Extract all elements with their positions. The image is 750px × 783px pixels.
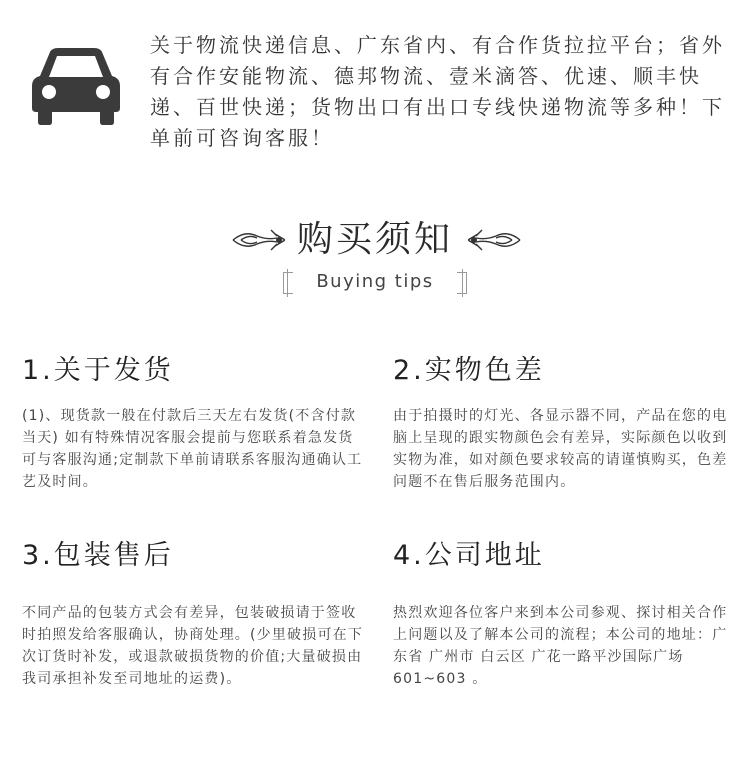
section-title-packaging: 3.包装售后	[22, 540, 174, 571]
section-title-shipping: 1.关于发货	[22, 355, 174, 386]
section-body-shipping: (1)、现货款一般在付款后三天左右发货(不含付款当天) 如有特殊情况客服会提前与您联系着急发货可与客服沟通;定制款下单前请联系客服沟通确认工艺及时间。	[22, 408, 363, 490]
section-body-color-difference: 由于拍摄时的灯光、各显示器不同，产品在您的电脑上呈现的跟实物颜色会有差异，实际颜色以收到实物为准，如对颜色要求较高的请谨慎购买，色差问题不在售后服务范围内。	[393, 408, 728, 490]
page-heading: 购买须知	[296, 219, 453, 260]
shipping-info: 关于物流快递信息、广东省内、有合作货拉拉平台；省外有合作安能物流、德邦物流、壹米滴答、优速、顺丰快递、百世快递；货物出口有出口专线快递物流等多种！下单前可咨询客服！	[150, 33, 725, 150]
subtitle: Buying tips	[293, 266, 457, 298]
flourish-ornament-icon	[468, 224, 526, 256]
section-heading	[0, 210, 750, 270]
subtitle-frame	[283, 266, 467, 296]
section-body-packaging: 不同产品的包装方式会有差异，包装破损请于签收时拍照发给客服确认，协商处理。(少里破损可在下次订货时补发，或退款破损货物的价值;大量破损由我司承担补发至司地址的运费)。	[22, 605, 364, 687]
section-title-address: 4.公司地址	[393, 540, 545, 571]
section-title-color-difference: 2.实物色差	[393, 355, 545, 386]
car-icon	[30, 46, 122, 126]
section-body-address: 热烈欢迎各位客户来到本公司参观、探讨相关合作上问题以及了解本公司的流程；本公司的地址：广东省 广州市 白云区 广花一路平沙国际广场601~603 。	[393, 605, 728, 687]
flourish-ornament-icon	[227, 224, 285, 256]
